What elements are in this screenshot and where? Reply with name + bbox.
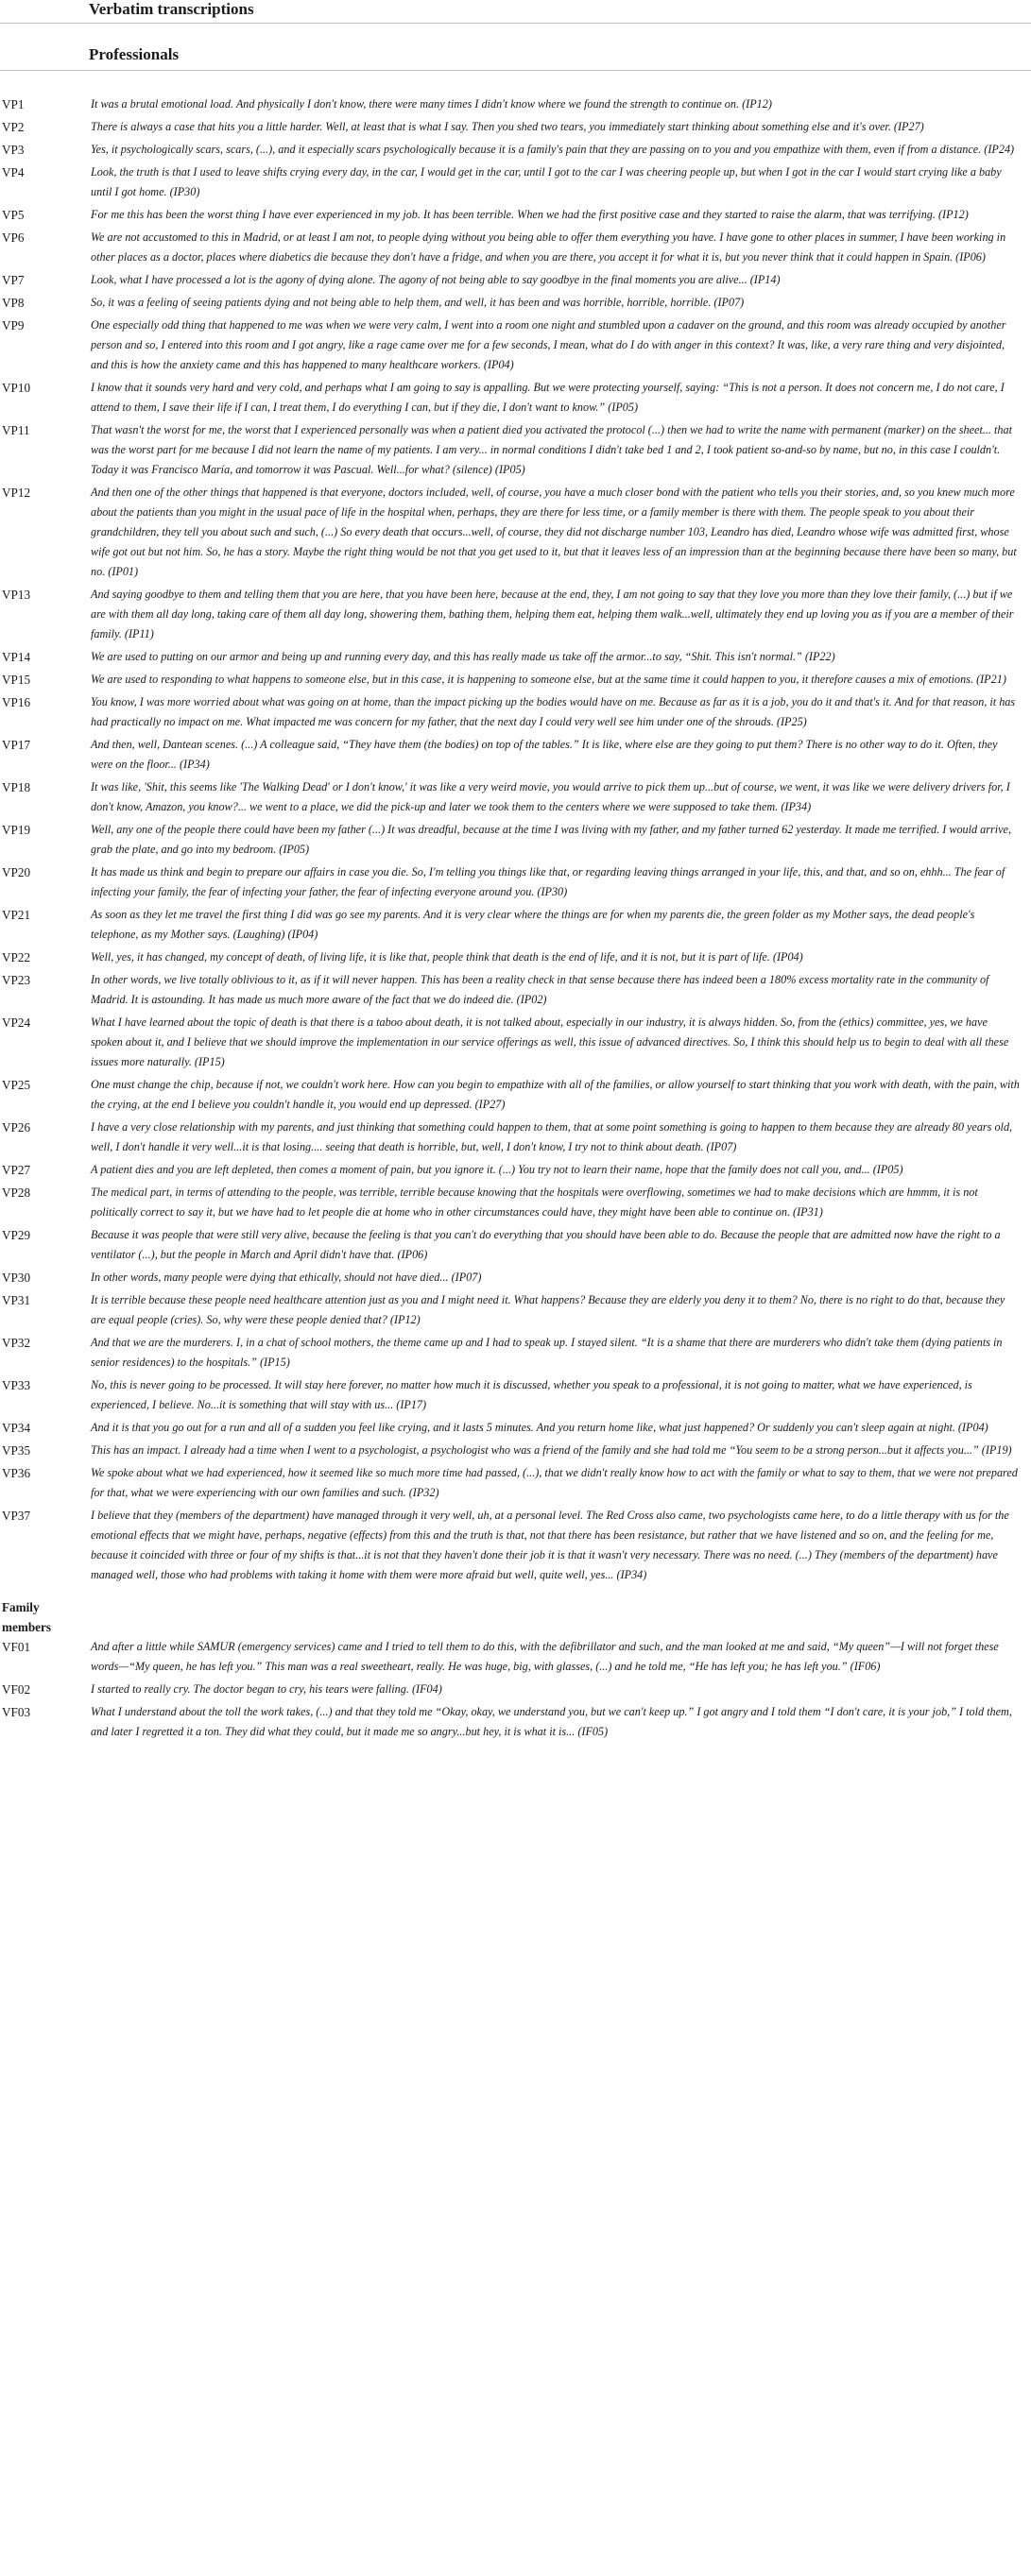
table-row [0, 820, 1031, 860]
row-quote: Well, yes, it has changed, my concept of death, of living life, it is like that, people think that death is the end of life, and it is not, but it is part of life. (IP04) [91, 950, 803, 964]
row-id: VP23 [2, 973, 31, 987]
row-id: VP16 [2, 695, 31, 709]
row-quote: We are not accustomed to this in Madrid, or at least I am not, to people dying without you being able to offer them everything you have. I have gone to other places in summer, I have been working in other places as a doctor, places where diabetics die because they don't have a fridge, and when you are there, you accept it for what it is, but you never think that it could happen in Spain. (IP06) [91, 230, 1006, 264]
table-row [0, 1375, 1031, 1415]
row-quote: It was a brutal emotional load. And physically I don't know, there were many times I didn't know where we found the strength to continue on. (IP12) [91, 97, 772, 111]
table-row [0, 1441, 1031, 1460]
table-row [0, 1506, 1031, 1585]
table-row [0, 378, 1031, 418]
row-quote: A patient dies and you are left depleted, then comes a moment of pain, but you ignore it. (...) You try not to learn their name, hope that the family does not call you, and... (IP05) [91, 1163, 903, 1176]
row-id: VP6 [2, 230, 25, 245]
row-quote: As soon as they let me travel the first thing I did was go see my parents. And it is very clear where the things are for when my parents die, the green folder as my Mother says, the dead people's telephone, as my Mother says. (Laughing) (IP04) [91, 908, 975, 941]
row-id: VP20 [2, 865, 31, 879]
table-row [0, 1013, 1031, 1072]
row-id: VP5 [2, 208, 25, 222]
row-id: VP2 [2, 120, 25, 134]
row-quote: I have a very close relationship with my parents, and just thinking that something could happen to them, that at some point something is going to happen to them because they are already 80 years old, well, I don't handle it very well...it is that losing.... seeing that death is horrible, but, well, I don't know, I try not to think about death. (IP07) [91, 1120, 1013, 1153]
row-id: VP24 [2, 1015, 31, 1030]
row-id: VP32 [2, 1336, 31, 1350]
row-id: VP22 [2, 950, 31, 964]
row-quote: It has made us think and begin to prepare our affairs in case you die. So, I'm telling you things like that, or regarding leaving things arranged in your life, this, and that, and so on, ehhh... The fear of infecting your family, the fear of infecting your father, the fear of infecting everyone around you. (IP30) [91, 865, 1005, 898]
row-id: VP25 [2, 1078, 31, 1092]
table-row [0, 270, 1031, 290]
row-quote: I know that it sounds very hard and very cold, and perhaps what I am going to say is appalling. But we were protecting yourself, saying: “This is not a person. It does not concern me, I do not care, I attend to them, I save their life if I can, I treat them, I do everything I can, but if they die, I don't want to know.” (IP05) [91, 381, 1005, 414]
table-row [0, 1290, 1031, 1330]
row-id: VP11 [2, 423, 30, 437]
table-row [0, 947, 1031, 967]
section-professionals-heading: Professionals [89, 45, 180, 63]
table-row [0, 862, 1031, 902]
row-quote: For me this has been the worst thing I have ever experienced in my job. It has been terrible. When we had the first positive case and they started to raise the alarm, that was terrifying. (IP12) [91, 208, 969, 221]
row-id: VP13 [2, 588, 31, 602]
row-id: VP17 [2, 738, 31, 752]
row-id: VP19 [2, 823, 31, 837]
row-quote: Yes, it psychologically scars, scars, (...), and it especially scars psychologically because it is a family's pain that they are passing on to you and you empathize with them, even if from a distance. (IP24) [91, 143, 1015, 156]
row-quote: You know, I was more worried about what was going on at home, than the impact picking up the bodies would have on me. Because as far as it is a job, you do it and that's it. And for that reason, it has had practically no impact on me. What impacted me was concern for my father, that the next day I could very well see him under one of the shrouds. (IP25) [91, 695, 1016, 728]
row-id: VP35 [2, 1443, 31, 1458]
table-row [0, 205, 1031, 225]
table-row [0, 1463, 1031, 1503]
row-id: VP28 [2, 1186, 31, 1200]
table-row [0, 1333, 1031, 1373]
table-row [0, 1183, 1031, 1222]
row-quote: It was like, 'Shit, this seems like 'The Walking Dead' or I don't know,' it was like a very weird movie, you would arrive to pick them up...but of course, we went, it was like we were delivery drivers for, I don't know, Amazon, you know?... we went to a place, we did the pick-up and later we took them to the centers where we were supposed to take them. (IP34) [91, 780, 1010, 813]
table-row [0, 1702, 1031, 1742]
row-id: VP10 [2, 381, 31, 395]
row-id: VP26 [2, 1120, 31, 1134]
table-row [0, 293, 1031, 313]
row-quote: And then one of the other things that happened is that everyone, doctors included, well, of course, you have a much closer bond with the patient who tells you their stories, and, so you knew much more about the patients than you might in the usual pace of life in the hospital when, perhaps, they are there for less time, or a family member is there with them. The people speak to you about their grandchildren, they tell you about such and such, (...) So every death that occurs...well, of course, they did not discharge number 103, Leandro has died, Leandro whose wife was admitted first, whose wife got out but not him. So, he has a story. Maybe the right thing would be not that you get used to it, but that it leaves less of an impression than at the beginning because there have been so many, but no. (IP01) [91, 486, 1017, 578]
row-quote: There is always a case that hits you a little harder. Well, at least that is what I say. Then you shed two tears, you immediately start thinking about something else and it's over. (IP27) [91, 120, 924, 133]
row-id: VP37 [2, 1509, 31, 1523]
table-row [0, 670, 1031, 690]
table-row [0, 1075, 1031, 1115]
table-row [0, 228, 1031, 267]
table-title: Verbatim transcriptions [89, 0, 254, 18]
section-family-heading [0, 1588, 91, 1637]
row-quote: And that we are the murderers. I, in a chat of school mothers, the theme came up and I had to speak up. I stayed silent. “It is a shame that there are murderers who didn't take them (dying patients in senior residences) to the hospitals.” (IP15) [91, 1336, 1003, 1369]
table-row [0, 420, 1031, 480]
row-id: VP21 [2, 908, 31, 922]
table-row [0, 1160, 1031, 1180]
row-id: VP36 [2, 1466, 31, 1480]
table-row [0, 970, 1031, 1010]
row-quote: No, this is never going to be processed. It will stay here forever, no matter how much it is discussed, whether you speak to a professional, it is not going to matter, what we have experienced, is experienced, I believe. No...it is something that will stay with us... (IP17) [91, 1378, 972, 1411]
row-quote: And it is that you go out for a run and all of a sudden you feel like crying, and it lasts 5 minutes. And you return home like, what just happened? Or suddenly you can't sleep again at night. (IP04) [91, 1421, 988, 1434]
row-quote: We are used to responding to what happens to someone else, but in this case, it is happening to someone else, but at the same time it could happen to you, it therefore causes a mix of emotions. (IP21) [91, 673, 1006, 686]
professionals-rows [0, 94, 1031, 1588]
row-id: VP8 [2, 296, 25, 310]
row-quote: The medical part, in terms of attending to the people, was terrible, terrible because knowing that the hospitals were overflowing, sometimes we had to make decisions which are hmmm, it is not politically correct to say it, but we have had to let people die at home who in other circumstances could have, they might have been able to continue on. (IP31) [91, 1186, 978, 1219]
row-quote: This has an impact. I already had a time when I went to a psychologist, a psychologist who was a friend of the family and she had told me “You seem to be a strong person...but it affects you...” (IP19) [91, 1443, 1012, 1457]
table-row [0, 94, 1031, 114]
row-id: VF01 [2, 1640, 31, 1654]
row-id: VP18 [2, 780, 31, 794]
row-quote: I started to really cry. The doctor began to cry, his tears were falling. (IF04) [91, 1682, 442, 1696]
row-quote: It is terrible because these people need healthcare attention just as you and I might need it. What happens? Because they are elderly you deny it to them? No, there is no right to do that, because they are equal people (cries). So, why were these people denied that? (IP12) [91, 1293, 1005, 1326]
table-row [0, 1268, 1031, 1288]
row-id: VP9 [2, 318, 25, 333]
row-quote: What I have learned about the topic of death is that there is a taboo about death, it is not talked about, especially in our industry, it is always hidden. So, from the (ethics) committee, yes, we have spoken about it, and I believe that we should improve the implementation in our service offerings as well, this issue of advanced directives. So, I think this should help us to begin to deal with all these issues more naturally. (IP15) [91, 1015, 1009, 1068]
table-row [0, 647, 1031, 667]
row-id: VF03 [2, 1705, 31, 1719]
row-quote: That wasn't the worst for me, the worst that I experienced personally was when a patient died you activated the protocol (...) then we had to write the name with permanent (marker) on the sheet... that was the worst part for me because I did not learn the name of my patients. I am very... in normal conditions I didn't take bed 1 and 2, I took patient so-and-so by name, but no, in this case I couldn't. Today it was Francisco María, and tomorrow it was Pascual. Well...for what? (silence) (IP05) [91, 423, 1012, 476]
row-quote: Look, what I have processed a lot is the agony of dying alone. The agony of not being able to say goodbye in the final moments you are alive... (IP14) [91, 273, 781, 286]
row-quote: Well, any one of the people there could have been my father (...) It was dreadful, because at the time I was living with my father, and my father turned 62 yesterday. It made me terrified. I would arrive, grab the plate, and go into my bedroom. (IP05) [91, 823, 1012, 856]
table-row [0, 1680, 1031, 1699]
row-quote: One especially odd thing that happened to me was when we were very calm, I went into a room one night and stumbled upon a cadaver on the ground, and this room was already occupied by another person and so, I entered into this room and I got angry, like a rage came over me for a few seconds, I mean, what do I do with anger in this context? It was, like, a very rare thing and very disjointed, and this is how the anxiety came and this has happened to many healthcare workers. (IP04) [91, 318, 1006, 371]
row-id: VP4 [2, 165, 25, 179]
row-quote: So, it was a feeling of seeing patients dying and not being able to help them, and well, it has been and was horrible, horrible, horrible. (IP07) [91, 296, 745, 309]
family-section [0, 1588, 1031, 1637]
top-rule [0, 23, 1031, 24]
table-row [0, 316, 1031, 375]
row-quote: We are used to putting on our armor and being up and running every day, and this has really made us take off the armor...to say, “Shit. This isn't normal.” (IP22) [91, 650, 835, 663]
row-quote: And after a little while SAMUR (emergency services) came and I tried to tell them to do this, with the defibrillator and such, and the man looked at me and said, “My queen”—I will not forget these words—“My queen, he has left you.” This man was a real sweetheart, really. He was huge, big, with glasses, (...) and he told me, “He has left you; he has left you.” (IF06) [91, 1640, 999, 1673]
table-row [0, 162, 1031, 202]
table-row [0, 117, 1031, 137]
row-id: VP34 [2, 1421, 31, 1435]
row-id: VP12 [2, 486, 31, 500]
row-id: VP7 [2, 273, 25, 287]
table-row [0, 905, 1031, 945]
table-row [0, 1117, 1031, 1157]
row-quote: In other words, we live totally oblivious to it, as if it will never happen. This has been a reality check in that sense because there has indeed been a 180% excess mortality rate in the community of Madrid. It is astounding. It has made us much more aware of the fact that we do indeed die. (IP02) [91, 973, 989, 1006]
transcription-table [0, 94, 1031, 1745]
row-id: VP3 [2, 143, 25, 157]
row-quote: Look, the truth is that I used to leave shifts crying every day, in the car, I would get in the car, until I got to the car I was cheering people up, but when I got in the car I would start crying like a baby until I got home. (IP30) [91, 165, 1002, 198]
table-row [0, 1637, 1031, 1677]
family-rows [0, 1637, 1031, 1745]
table-row [0, 483, 1031, 582]
row-quote: One must change the chip, because if not, we couldn't work here. How can you begin to empathize with all of the families, or allow yourself to start thinking that you work with death, with the pain, with the crying, at the end I believe you couldn't handle it, you would end up depressed. (IP27) [91, 1078, 1020, 1111]
table-row [0, 735, 1031, 775]
row-quote: What I understand about the toll the work takes, (...) and that they told me “Okay, okay, we understand you, but we can't keep up.” I got angry and I told them “I don't care, it is your job,” I told them, and later I regretted it a ton. They did what they could, but it made me so angry...but hey, it is what it is... (IF05) [91, 1705, 1012, 1738]
row-id: VF02 [2, 1682, 31, 1697]
row-quote: And saying goodbye to them and telling them that you are here, that you have been here, because at the end, they, I am not going to say that they love you more than they love their family, (...) but if we are with them all day long, taking care of them all day long, showering them, bathing them, helping them eat, helping them walk...well, ultimately they end up loving you as if you are a member of their family. (IP11) [91, 588, 1014, 640]
row-quote: And then, well, Dantean scenes. (...) A colleague said, “They have them (the bodies) on top of the tables.” It is like, where else are they going to put them? There is no other way to do it. Often, they were on the floor... (IP34) [91, 738, 998, 771]
table-row [0, 585, 1031, 644]
table-row [0, 692, 1031, 732]
row-id: VP27 [2, 1163, 31, 1177]
row-quote: We spoke about what we had experienced, how it seemed like so much more time had passed, (...), that we didn't really know how to act with the family or what to say to them, that we were not prepared for that, what we were experiencing with our own families and such. (IP32) [91, 1466, 1018, 1499]
row-id: VP1 [2, 97, 25, 111]
table-row [0, 777, 1031, 817]
row-id: VP15 [2, 673, 31, 687]
table-row [0, 140, 1031, 160]
row-quote: In other words, many people were dying that ethically, should not have died... (IP07) [91, 1271, 482, 1284]
table-row [0, 1225, 1031, 1265]
row-quote: Because it was people that were still very alive, because the feeling is that you can't do everything that you should have been able to do. Because the people that are admitted now have the right to a ventilator (...), but the people in March and April didn't have that. (IP06) [91, 1228, 1001, 1261]
header-rule [0, 70, 1031, 71]
row-id: VP29 [2, 1228, 31, 1242]
table-row [0, 1418, 1031, 1438]
row-id: VP33 [2, 1378, 31, 1392]
row-id: VP30 [2, 1271, 31, 1285]
row-id: VP31 [2, 1293, 31, 1307]
row-quote: I believe that they (members of the department) have managed through it very well, uh, at a personal level. The Red Cross also came, two psychologists came here, to do a little therapy with us for the emotional effects that we might have, perhaps, negative (effects) from this and the truth is that, not that there has been resistance, but rather that we have listened and so on, and the feeling for me, because it coincided with three or four of my shifts is that...it is not that they haven't done their job it is that it wasn't very necessary. There was no need. (...) They (members of the department) have managed well, those who had problems with taking it home with them were more afraid but well, quite well, yes... (IP34) [91, 1509, 1009, 1581]
row-id: VP14 [2, 650, 31, 664]
family-members-label: Family members [2, 1600, 51, 1634]
